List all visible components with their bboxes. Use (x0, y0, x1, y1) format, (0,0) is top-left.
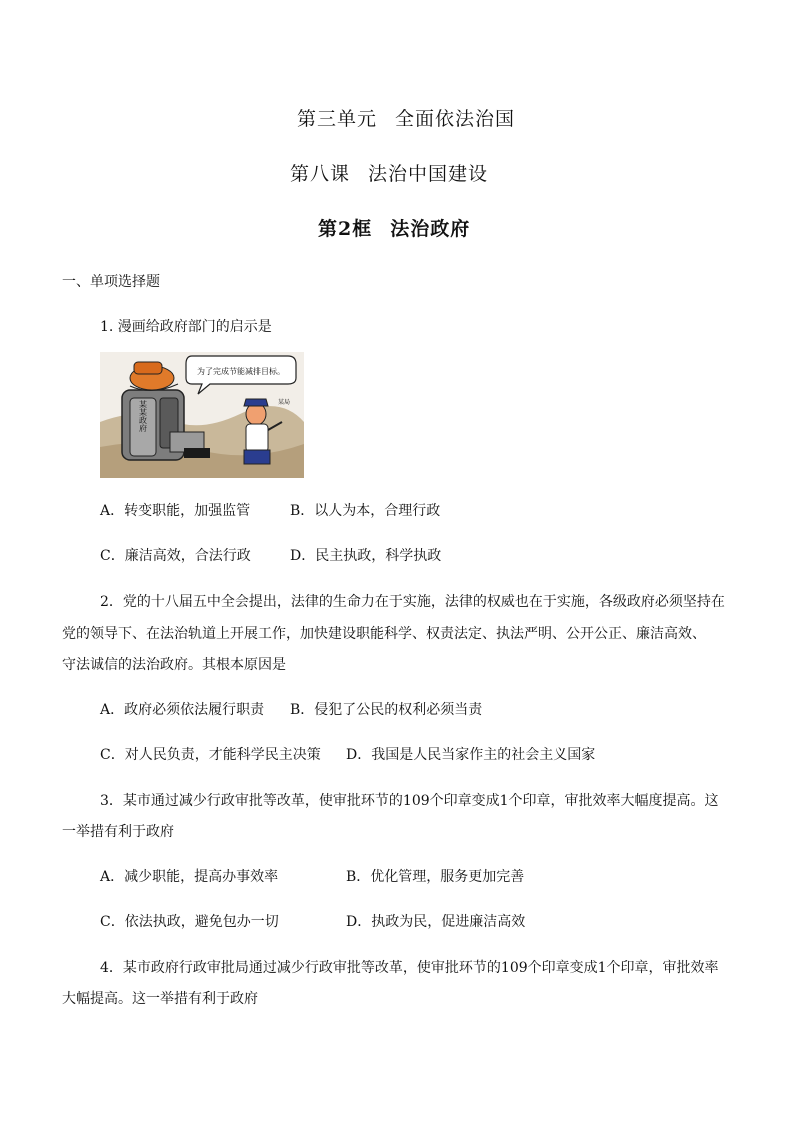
q1-option-d: D．民主执政，科学执政 (290, 548, 442, 564)
q2-option-a: A．政府必须依法履行职责 (100, 702, 265, 718)
q2-option-c: C．对人民负责，才能科学民主决策 (100, 747, 321, 763)
q1-option-a: A．转变职能，加强监管 (100, 503, 251, 519)
q2-option-b: B．侵犯了公民的权利必须当责 (290, 702, 483, 718)
frame-title-name: 法治政府 (390, 218, 471, 240)
question-4-stem-line-1: 4．某市政府行政审批局通过减少行政审批等改革，使审批环节的109个印章变成1个印章，审批效率 (100, 960, 719, 976)
bubble-text: 为了完成节能减排目标。 (197, 367, 285, 376)
q3-option-c: C．依法执政，避免包办一切 (100, 914, 279, 930)
q1-option-c: C．廉洁高效，合法行政 (100, 548, 251, 564)
lesson-title-name: 法治中国建设 (368, 163, 489, 185)
section-heading: 一、单项选择题 (62, 274, 160, 290)
q3-option-d: D．执政为民，促进廉洁高效 (346, 914, 526, 930)
unit-title-number: 第三单元 (297, 108, 378, 130)
question-4-stem-line-2: 大幅提高。这一举措有利于政府 (62, 991, 258, 1007)
cap-text: 某局 (278, 399, 291, 406)
q1-option-b: B．以人为本，合理行政 (290, 503, 441, 519)
unit-title (297, 104, 515, 131)
cartoon-image (100, 352, 304, 478)
question-1-stem: 1. 漫画给政府部门的启示是 (100, 319, 272, 335)
unit-title-name: 全面依法治国 (395, 108, 516, 130)
question-2-stem-line-1: 2．党的十八届五中全会提出，法律的生命力在于实施，法律的权威也在于实施，各级政府必须坚持在 (100, 594, 725, 610)
lesson-title-number: 第八课 (290, 163, 351, 185)
question-2-stem-line-2: 党的领导下、在法治轨道上开展工作，加快建设职能科学、权责法定、执法严明、公开公正、廉洁高效、 (62, 626, 706, 642)
q3-option-b: B．优化管理，服务更加完善 (346, 869, 525, 885)
q3-option-a: A．减少职能，提高办事效率 (100, 869, 279, 885)
question-3-stem-line-2: 一举措有利于政府 (62, 824, 174, 840)
question-3-stem-line-1: 3．某市通过减少行政审批等改革，使审批环节的109个印章变成1个印章，审批效率大幅度提高。这 (100, 793, 719, 809)
frame-title-number: 第2框 (318, 218, 373, 240)
machine-label: 某某政府 (138, 400, 148, 432)
lesson-title (290, 159, 488, 186)
question-2-stem-line-3: 守法诚信的法治政府。其根本原因是 (62, 657, 286, 673)
frame-title (318, 214, 470, 241)
q2-option-d: D．我国是人民当家作主的社会主义国家 (346, 747, 596, 763)
